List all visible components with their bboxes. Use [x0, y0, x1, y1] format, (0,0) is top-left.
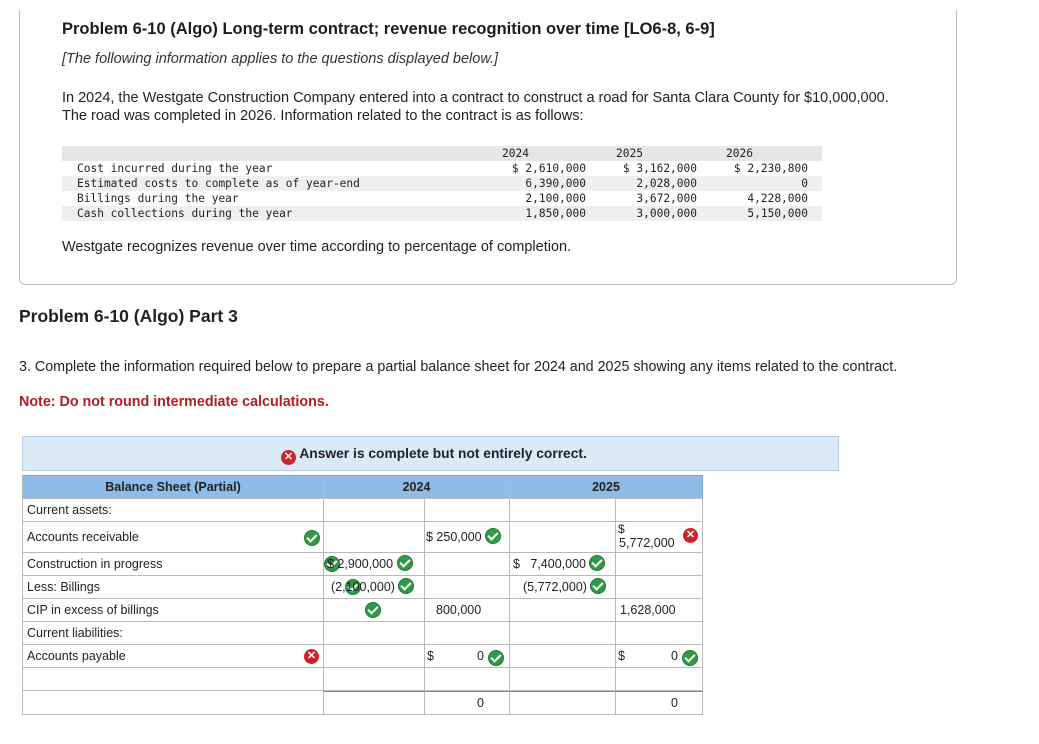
accounts-receivable-2024-input[interactable]: $ 250,000 — [424, 522, 509, 553]
correct-check-icon — [589, 555, 605, 571]
year-2026-header: 2026 — [726, 147, 753, 160]
correct-check-icon — [590, 578, 606, 594]
balance-sheet-header: Balance Sheet (Partial) — [22, 475, 323, 499]
rounding-note: Note: Do not round intermediate calculations. — [19, 394, 329, 410]
cip-in-excess-2025-input[interactable]: 1,628,000 — [615, 599, 703, 622]
table-row: Cash collections during the year 1,850,000 3,000,000 5,150,000 — [62, 206, 822, 221]
instruction-text: 3. Complete the information required below to prepare a partial balance sheet for 2024 and 2025 showing any items related to the contract. — [19, 359, 898, 375]
year-2024-header: 2024 — [502, 147, 529, 160]
year-2025-column-header: 2025 — [509, 475, 703, 499]
problem-subtitle: [The following information applies to the questions displayed below.] — [62, 51, 499, 67]
construction-in-progress-label: Construction in progress — [22, 553, 323, 576]
year-2024-column-header: 2024 — [323, 475, 509, 499]
accounts-payable-label: Accounts payable — [22, 645, 323, 668]
accounts-receivable-label: Accounts receivable — [22, 522, 323, 553]
accounts-payable-2025-input[interactable]: $ 0 — [615, 645, 703, 668]
incorrect-icon: ✕ — [683, 528, 698, 543]
correct-check-icon — [398, 578, 414, 594]
correct-check-icon — [488, 650, 504, 666]
problem-intro: In 2024, the Westgate Construction Company entered into a contract to construct a road for Santa Clara County for $10,000,000. The road was completed in 2026. Information related to the contract is as follows: — [62, 90, 889, 124]
table-row: Estimated costs to complete as of year-end 6,390,000 2,028,000 0 — [62, 176, 822, 191]
current-liabilities-label: Current liabilities: — [22, 622, 323, 645]
cip-in-excess-label: CIP in excess of billings — [22, 599, 323, 622]
billings-2024-input[interactable]: (2,100,000) — [323, 576, 424, 599]
part-title: Problem 6-10 (Algo) Part 3 — [19, 306, 238, 326]
accounts-payable-2024-input[interactable]: $ 0 — [424, 645, 509, 668]
answer-status-text: Answer is complete but not entirely correct. — [299, 446, 587, 461]
correct-check-icon — [682, 650, 698, 666]
current-assets-label: Current assets: — [22, 499, 323, 522]
total-2024-value: 0 — [424, 691, 509, 715]
total-2025-value: 0 — [615, 691, 703, 715]
contract-table-header — [62, 146, 822, 161]
construction-in-progress-2025-input[interactable]: $ 7,400,000 — [509, 553, 615, 576]
balance-sheet-table — [22, 475, 696, 710]
table-row: Cost incurred during the year $ 2,610,000 $ 3,162,000 $ 2,230,800 — [77, 162, 808, 175]
cip-in-excess-2024-input[interactable]: 800,000 — [424, 599, 509, 622]
construction-in-progress-2024-input[interactable]: $ 2,900,000 — [323, 553, 424, 576]
billings-2025-input[interactable]: (5,772,000) — [509, 576, 615, 599]
accounts-receivable-2025-input[interactable]: $ 5,772,000 ✕ — [615, 522, 703, 553]
correct-check-icon — [397, 555, 413, 571]
answer-status-banner — [22, 436, 839, 471]
incorrect-icon: ✕ — [281, 450, 296, 465]
correct-check-icon — [304, 530, 320, 546]
less-billings-label: Less: Billings — [22, 576, 323, 599]
problem-title: Problem 6-10 (Algo) Long-term contract; revenue recognition over time [LO6-8, 6-9] — [62, 20, 715, 38]
correct-check-icon — [485, 528, 501, 544]
recognition-note: Westgate recognizes revenue over time according to percentage of completion. — [62, 239, 572, 255]
table-row: Billings during the year 2,100,000 3,672,000 4,228,000 — [77, 192, 808, 205]
incorrect-icon: ✕ — [304, 649, 319, 664]
year-2025-header: 2025 — [616, 147, 643, 160]
